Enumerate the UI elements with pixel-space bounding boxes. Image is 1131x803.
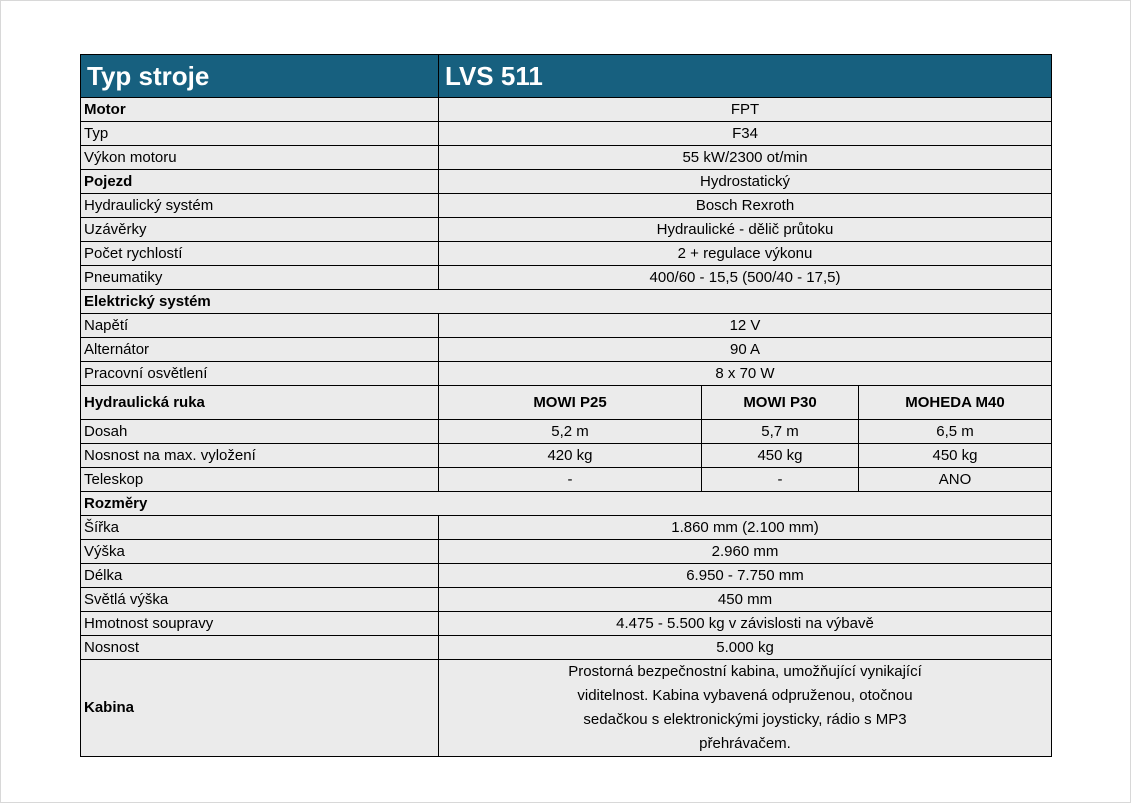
row-label: Nosnost na max. vyložení bbox=[81, 444, 439, 468]
row-label: Počet rychlostí bbox=[81, 242, 439, 266]
row-value: 400/60 - 15,5 (500/40 - 17,5) bbox=[439, 266, 1052, 290]
section-title: Rozměry bbox=[81, 492, 1052, 516]
row-value: 6.950 - 7.750 mm bbox=[439, 564, 1052, 588]
table-row bbox=[81, 218, 1052, 242]
table-row bbox=[81, 564, 1052, 588]
row-label: Pneumatiky bbox=[81, 266, 439, 290]
row-label: Hmotnost soupravy bbox=[81, 612, 439, 636]
row-value: 2 + regulace výkonu bbox=[439, 242, 1052, 266]
table-row bbox=[81, 362, 1052, 386]
arm-cell: 450 kg bbox=[702, 444, 859, 468]
cabin-line: Prostorná bezpečnostní kabina, umožňující vynikající bbox=[568, 663, 922, 680]
row-value: Hydraulické - dělič průtoku bbox=[439, 218, 1052, 242]
row-label: Alternátor bbox=[81, 338, 439, 362]
row-label: Typ bbox=[81, 122, 439, 146]
arm-cell: - bbox=[702, 468, 859, 492]
row-value: FPT bbox=[439, 98, 1052, 122]
table-row bbox=[81, 170, 1052, 194]
row-value: 12 V bbox=[439, 314, 1052, 338]
row-value: 90 A bbox=[439, 338, 1052, 362]
arm-row bbox=[81, 420, 1052, 444]
table-row bbox=[81, 266, 1052, 290]
cabin-line: viditelnost. Kabina vybavená odpruženou, otočnou bbox=[577, 687, 913, 704]
spec-table-body bbox=[81, 55, 1052, 757]
row-value: 1.860 mm (2.100 mm) bbox=[439, 516, 1052, 540]
row-label: Hydraulický systém bbox=[81, 194, 439, 218]
row-label: Motor bbox=[81, 98, 439, 122]
row-value: Bosch Rexroth bbox=[439, 194, 1052, 218]
row-label: Uzávěrky bbox=[81, 218, 439, 242]
cabin-description bbox=[439, 660, 1052, 757]
cabin-line: přehrávačem. bbox=[699, 735, 791, 752]
row-value: 5.000 kg bbox=[439, 636, 1052, 660]
row-label: Pojezd bbox=[81, 170, 439, 194]
arm-section-title: Hydraulická ruka bbox=[81, 386, 439, 420]
cabin-row bbox=[81, 660, 1052, 757]
row-label: Nosnost bbox=[81, 636, 439, 660]
table-row bbox=[81, 122, 1052, 146]
row-label: Šířka bbox=[81, 516, 439, 540]
row-value: 450 mm bbox=[439, 588, 1052, 612]
table-row bbox=[81, 98, 1052, 122]
arm-cell: 6,5 m bbox=[859, 420, 1052, 444]
row-label: Pracovní osvětlení bbox=[81, 362, 439, 386]
table-row bbox=[81, 612, 1052, 636]
arm-column-header: MOHEDA M40 bbox=[859, 386, 1052, 420]
table-row bbox=[81, 540, 1052, 564]
row-value: F34 bbox=[439, 122, 1052, 146]
row-label: Světlá výška bbox=[81, 588, 439, 612]
table-row bbox=[81, 516, 1052, 540]
arm-cell: ANO bbox=[859, 468, 1052, 492]
table-row bbox=[81, 588, 1052, 612]
table-row bbox=[81, 338, 1052, 362]
header-label: Typ stroje bbox=[81, 55, 439, 98]
section-title: Elektrický systém bbox=[81, 290, 1052, 314]
arm-header-row bbox=[81, 386, 1052, 420]
arm-cell: 450 kg bbox=[859, 444, 1052, 468]
header-value: LVS 511 bbox=[439, 55, 1052, 98]
row-label: Dosah bbox=[81, 420, 439, 444]
spec-table bbox=[80, 54, 1052, 757]
row-value: 2.960 mm bbox=[439, 540, 1052, 564]
table-row bbox=[81, 314, 1052, 338]
row-value: 4.475 - 5.500 kg v závislosti na výbavě bbox=[439, 612, 1052, 636]
table-row bbox=[81, 194, 1052, 218]
row-label: Délka bbox=[81, 564, 439, 588]
row-label: Teleskop bbox=[81, 468, 439, 492]
row-value: 55 kW/2300 ot/min bbox=[439, 146, 1052, 170]
table-row bbox=[81, 146, 1052, 170]
row-label: Výkon motoru bbox=[81, 146, 439, 170]
row-value: 8 x 70 W bbox=[439, 362, 1052, 386]
arm-cell: 5,2 m bbox=[439, 420, 702, 444]
arm-row bbox=[81, 468, 1052, 492]
section-row bbox=[81, 492, 1052, 516]
row-label: Výška bbox=[81, 540, 439, 564]
row-value: Hydrostatický bbox=[439, 170, 1052, 194]
arm-cell: 5,7 m bbox=[702, 420, 859, 444]
header-row bbox=[81, 55, 1052, 98]
cabin-label: Kabina bbox=[81, 660, 439, 757]
arm-row bbox=[81, 444, 1052, 468]
cabin-line: sedačkou s elektronickými joysticky, rádio s MP3 bbox=[583, 711, 907, 728]
arm-column-header: MOWI P25 bbox=[439, 386, 702, 420]
arm-column-header: MOWI P30 bbox=[702, 386, 859, 420]
arm-cell: 420 kg bbox=[439, 444, 702, 468]
arm-cell: - bbox=[439, 468, 702, 492]
table-row bbox=[81, 242, 1052, 266]
section-row bbox=[81, 290, 1052, 314]
table-row bbox=[81, 636, 1052, 660]
row-label: Napětí bbox=[81, 314, 439, 338]
